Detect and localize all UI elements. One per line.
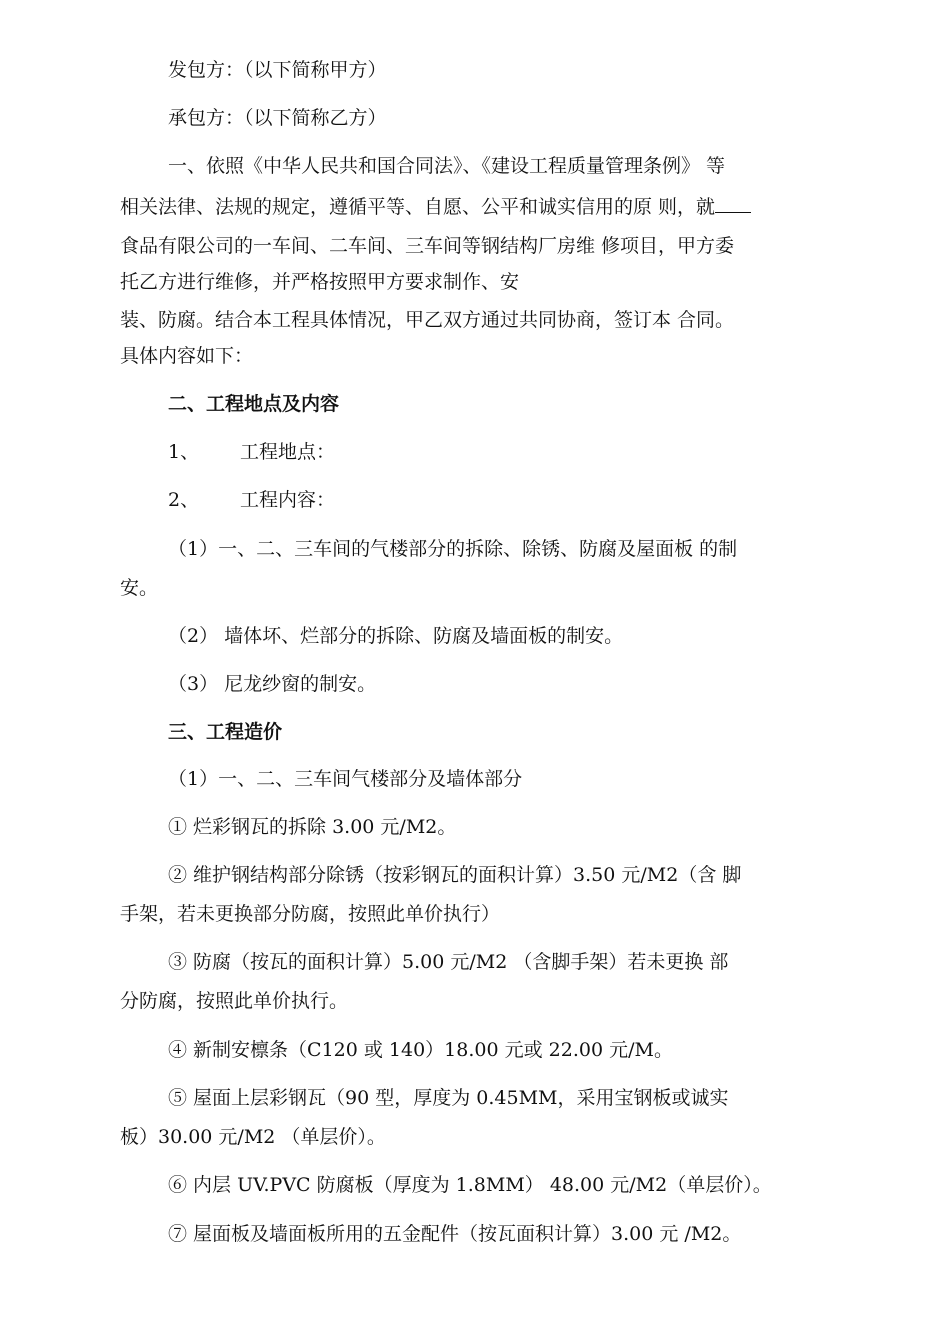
price-item-4: ④ 新制安檩条（C120 或 140）18.00 元或 22.00 元/M。 <box>168 1039 673 1061</box>
item2-text: 工程内容： <box>240 489 336 511</box>
price-item-3-line1: ③ 防腐（按瓦的面积计算）5.00 元/M2 （含脚手架）若未更换 部 <box>168 951 729 973</box>
section1-line6: 具体内容如下： <box>120 345 254 367</box>
section1-line3: 食品有限公司的一车间、二车间、三车间等钢结构厂房维 修项目，甲方委 <box>120 235 735 257</box>
party-b-line: 承包方：（以下简称乙方） <box>168 107 387 129</box>
section2-heading: 二、工程地点及内容 <box>168 393 340 415</box>
price-item-5-line1: ⑤ 屋面上层彩钢瓦（90 型，厚度为 0.45MM，采用宝钢板或诚实 <box>168 1087 729 1109</box>
price-item-5-line2: 板）30.00 元/M2 （单层价）。 <box>120 1126 386 1148</box>
section1-line1: 一、依照《中华人民共和国合同法》、《建设工程质量管理条例》 等 <box>168 155 726 177</box>
section2-sub1-line2: 安。 <box>120 577 159 599</box>
section3-heading: 三、工程造价 <box>168 721 283 743</box>
section1-line5: 装、防腐。结合本工程具体情况，甲乙双方通过共同协商，签订本 合同。 <box>120 309 735 331</box>
section2-sub2: （2） 墙体坏、烂部分的拆除、防腐及墙面板的制安。 <box>168 625 624 647</box>
price-item-6: ⑥ 内层 UV.PVC 防腐板（厚度为 1.8MM） 48.00 元/M2（单层价）。 <box>168 1174 772 1196</box>
item1-number: 1、 <box>168 441 200 463</box>
party-a-line: 发包方：（以下简称甲方） <box>168 59 387 81</box>
section1-line2-text: 相关法律、法规的规定，遵循平等、自愿、公平和诚实信用的原 则，就 <box>120 196 716 218</box>
section1-line4: 托乙方进行维修，并严格按照甲方要求制作、安 <box>120 271 520 293</box>
section1-line2 <box>120 186 835 227</box>
section2-sub1-line1: （1）一、二、三车间的气楼部分的拆除、除锈、防腐及屋面板 的制 <box>168 538 738 560</box>
fill-in-blank <box>715 186 751 213</box>
price-item-1: ① 烂彩钢瓦的拆除 3.00 元/M2。 <box>168 816 457 838</box>
price-item-7: ⑦ 屋面板及墙面板所用的五金配件（按瓦面积计算）3.00 元 /M2。 <box>168 1223 742 1245</box>
section2-sub3: （3） 尼龙纱窗的制安。 <box>168 673 377 695</box>
section2-item2 <box>168 480 835 520</box>
price-item-2-line1: ② 维护钢结构部分除锈（按彩钢瓦的面积计算）3.50 元/M2（含 脚 <box>168 864 742 886</box>
item2-number: 2、 <box>168 489 200 511</box>
price-item-2-line2: 手架，若未更换部分防腐，按照此单价执行） <box>120 903 501 925</box>
item1-text: 工程地点： <box>240 441 336 463</box>
price-item-3-line2: 分防腐，按照此单价执行。 <box>120 990 349 1012</box>
section3-sub1: （1）一、二、三车间气楼部分及墙体部分 <box>168 768 523 790</box>
section2-item1 <box>168 432 835 472</box>
